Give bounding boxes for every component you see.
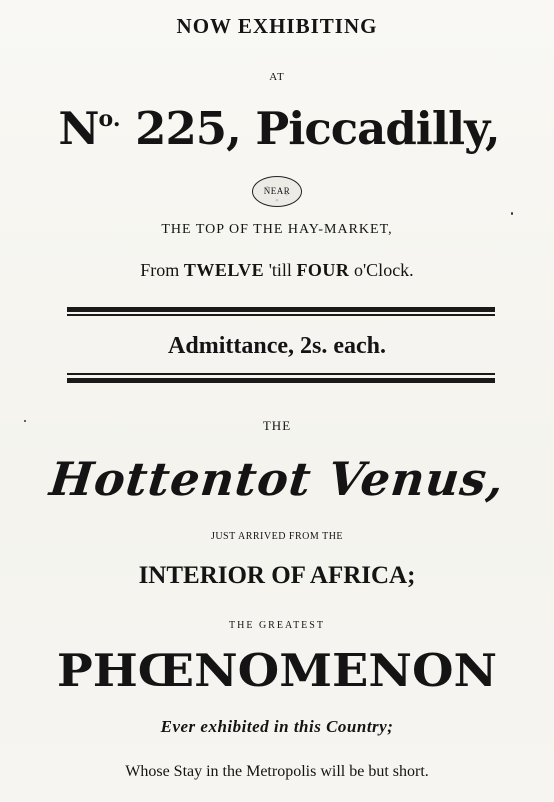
landmark-line: THE TOP OF THE HAY-MARKET, <box>161 222 393 237</box>
opening-hours <box>0 260 554 281</box>
address-no: N <box>58 102 99 155</box>
address-no-superscript: o. <box>98 106 121 132</box>
top-rule-thin <box>67 314 495 316</box>
address-heading <box>4 102 554 155</box>
exhibit-name-heading: Hottentot Venus, <box>47 452 507 506</box>
ink-speck <box>511 212 513 215</box>
near-badge: NEAR <box>252 176 302 207</box>
phenomenon-heading: PHŒNOMENON <box>56 644 498 697</box>
ink-speck <box>24 420 26 422</box>
just-arrived-label: JUST ARRIVED FROM THE <box>210 531 344 542</box>
now-exhibiting-heading: NOW EXHIBITING <box>176 14 378 38</box>
at-label: AT <box>269 71 285 83</box>
hours-start: TWELVE <box>183 260 265 280</box>
bottom-rule-thick <box>67 378 495 383</box>
near-badge-wrap <box>0 176 554 207</box>
hours-from: From <box>140 260 184 280</box>
ever-exhibited-line: Ever exhibited in this Country; <box>160 717 394 736</box>
hours-end: FOUR <box>296 260 350 280</box>
the-greatest-label: THE GREATEST <box>229 620 325 631</box>
hours-oclock: o'Clock. <box>349 260 414 280</box>
top-rule-thick <box>67 307 495 312</box>
address-street: 225, Piccadilly, <box>120 102 500 155</box>
bottom-rule-thin <box>67 373 495 375</box>
admittance-price: Admittance, 2s. each. <box>168 333 386 359</box>
stay-note-line: Whose Stay in the Metropolis will be but short. <box>125 763 429 780</box>
hours-till: 'till <box>264 260 297 280</box>
origin-heading: INTERIOR OF AFRICA; <box>138 562 416 589</box>
the-label: THE <box>262 418 292 433</box>
